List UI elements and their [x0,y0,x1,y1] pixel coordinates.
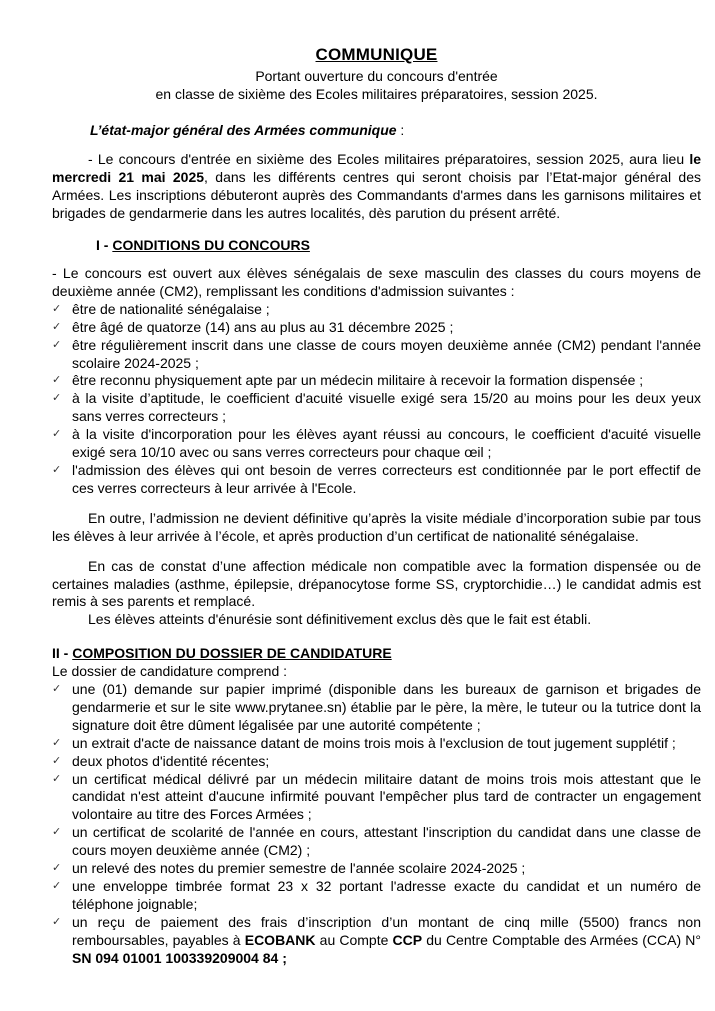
section-1-heading [96,237,701,255]
payment-bank: ECOBANK [244,931,316,948]
issuer-name: L’état-major général des Armées communique [90,121,397,138]
check-icon: ✓ [52,754,62,767]
condition-item-text: être reconnu physiquement apte par un médecin militaire à recevoir la formation dispensée ; [72,372,644,389]
check-icon: ✓ [52,463,62,476]
document-title: COMMUNIQUE [315,45,438,64]
payment-ccp: CCP [392,931,423,948]
condition-item-text: être régulièrement inscrit dans une classe de cours moyen deuxième année (CM2) pendant l'année scolaire 2024-2025 ; [72,336,701,371]
section-2-heading [52,645,701,663]
payment-list [52,914,701,968]
condition-item [52,301,701,319]
dossier-item [52,860,701,878]
condition-item [52,462,701,498]
section-1-intro: - Le concours est ouvert aux élèves sénégalais de sexe masculin des classes du cours moyens de deuxième année (CM2), remplissant les conditions d'admission suivantes : [52,265,701,299]
check-icon: ✓ [52,826,62,839]
section-2-intro: Le dossier de candidature comprend : [52,663,288,680]
payment-text-2: au Compte [315,931,393,948]
check-icon: ✓ [52,392,62,405]
dossier-list [52,681,701,914]
condition-item-text: être de nationalité sénégalaise ; [72,300,270,317]
section-1-number: I - [96,237,113,254]
dossier-item-text: une (01) demande sur papier imprimé (disponible dans les bureaux de garnison et brigades de gendarmerie et sur le site www.prytanee.sn) établie par le père, la mère, le tuteur ou la tutrice dont la signature doit être dûment légalisée par une autorité compétente ; [72,681,701,733]
check-icon: ✓ [52,338,62,351]
condition-item-text: être âgé de quatorze (14) ans au plus au 31 décembre 2025 ; [72,318,454,335]
dossier-item-text: deux photos d'identité récentes; [72,752,270,769]
condition-item-text: à la visite d'incorporation pour les élèves ayant réussi au concours, le coefficient d'acuité visuelle exigé sera 10/10 avec ou sans verres correcteurs pour chaque œil ; [72,426,701,461]
enuresis-paragraph: Les élèves atteints d'énurésie sont définitivement exclus dès que le fait est établi. [88,611,592,628]
dossier-item-text: une enveloppe timbrée format 23 x 32 portant l'adresse exacte du candidat et un numéro de téléphone joignable; [72,878,701,912]
condition-item [52,390,701,426]
check-icon: ✓ [52,736,62,749]
payment-account: SN 094 01001 100339209004 84 ; [72,949,287,966]
admission-paragraph: En outre, l’admission ne devient définitive qu’après la visite médiale d’incorporation subie par tous les élèves à leur arrivée à l’école, et après production d’un certificat de nationalité sénégalaise. [52,509,701,544]
payment-text-1: un reçu de paiement des frais d’inscription d’un montant de cinq mille (5500) francs non remboursables, payables à [72,913,701,948]
condition-item [52,319,701,337]
dossier-item [52,753,701,771]
check-icon: ✓ [52,880,62,892]
document-subtitle-line1: Portant ouverture du concours d'entrée [255,67,498,84]
dossier-item-text: un relevé des notes du premier semestre de l'année scolaire 2024-2025 ; [72,860,526,877]
dossier-item [52,735,701,753]
condition-item [52,337,701,373]
check-icon: ✓ [52,428,62,441]
condition-item-text: à la visite d’aptitude, le coefficient d'acuité visuelle exigé sera 15/20 au moins pour les deux yeux sans verres correcteurs ; [72,390,701,425]
dossier-item [52,878,701,914]
section-1-title: CONDITIONS DU CONCOURS [112,237,310,254]
dossier-item-text: un certificat médical délivré par un médecin militaire datant de moins trois mois attestant que le candidat n'est atteint d'aucune infirmité pouvant l'empêcher plus tard de contracter un engagement volontaire au titre des Forces Armées ; [72,770,701,823]
exam-date: le mercredi 21 mai 2025 [52,151,701,186]
opening-text-1: - Le concours d'entrée en sixième des Ecoles militaires préparatoires, session 2025, aura lieu [88,151,690,168]
dossier-item-text: un certificat de scolarité de l'année en cours, attestant l'inscription du candidat dans une classe de cours moyen deuxième année (CM2) ; [72,824,701,859]
document-subtitle-line2: en classe de sixième des Ecoles militaires préparatoires, session 2025. [155,85,598,102]
check-icon: ✓ [52,915,62,928]
condition-item [52,426,701,462]
opening-paragraph [52,151,701,223]
section-2-title: COMPOSITION DU DOSSIER DE CANDIDATURE [72,645,392,662]
dossier-item [52,824,701,860]
conditions-list [52,301,701,498]
dossier-item-text: un extrait d'acte de naissance datant de moins trois mois à l'exclusion de tout jugement supplétif ; [72,734,676,751]
issuer-statement [90,122,701,140]
condition-item [52,372,701,390]
dossier-item [52,681,701,735]
check-icon: ✓ [52,302,62,315]
medical-paragraph: En cas de constat d’une affection médicale non compatible avec la formation dispensée ou de certaines maladies (asthme, épilepsie, drépanocytose forme SS, cryptorchidie…) le candidat admis est remis à ses parents et remplacé. [52,557,701,610]
issuer-colon: : [396,121,405,138]
dossier-item [52,771,701,825]
check-icon: ✓ [52,683,62,696]
condition-item-text: l'admission des élèves qui ont besoin de verres correcteurs est conditionnée par le port effectif de ces verres correcteurs à leur arrivée à l'Ecole. [72,461,701,496]
opening-text-2: , dans les différents centres qui seront choisis par l’Etat-major général des Armées. Les inscriptions débuteront auprès des Commandants d'armes dans les garnisons militaires et brigades de gendarmerie dans les autres localités, dès parution du présent arrêté. [52,169,701,222]
check-icon: ✓ [52,772,62,785]
check-icon: ✓ [52,320,62,333]
payment-item [52,914,701,968]
section-2-number: II - [52,645,73,662]
check-icon: ✓ [52,374,62,387]
check-icon: ✓ [52,862,62,875]
payment-text-3: du Centre Comptable des Armées (CCA) N° [422,931,701,948]
